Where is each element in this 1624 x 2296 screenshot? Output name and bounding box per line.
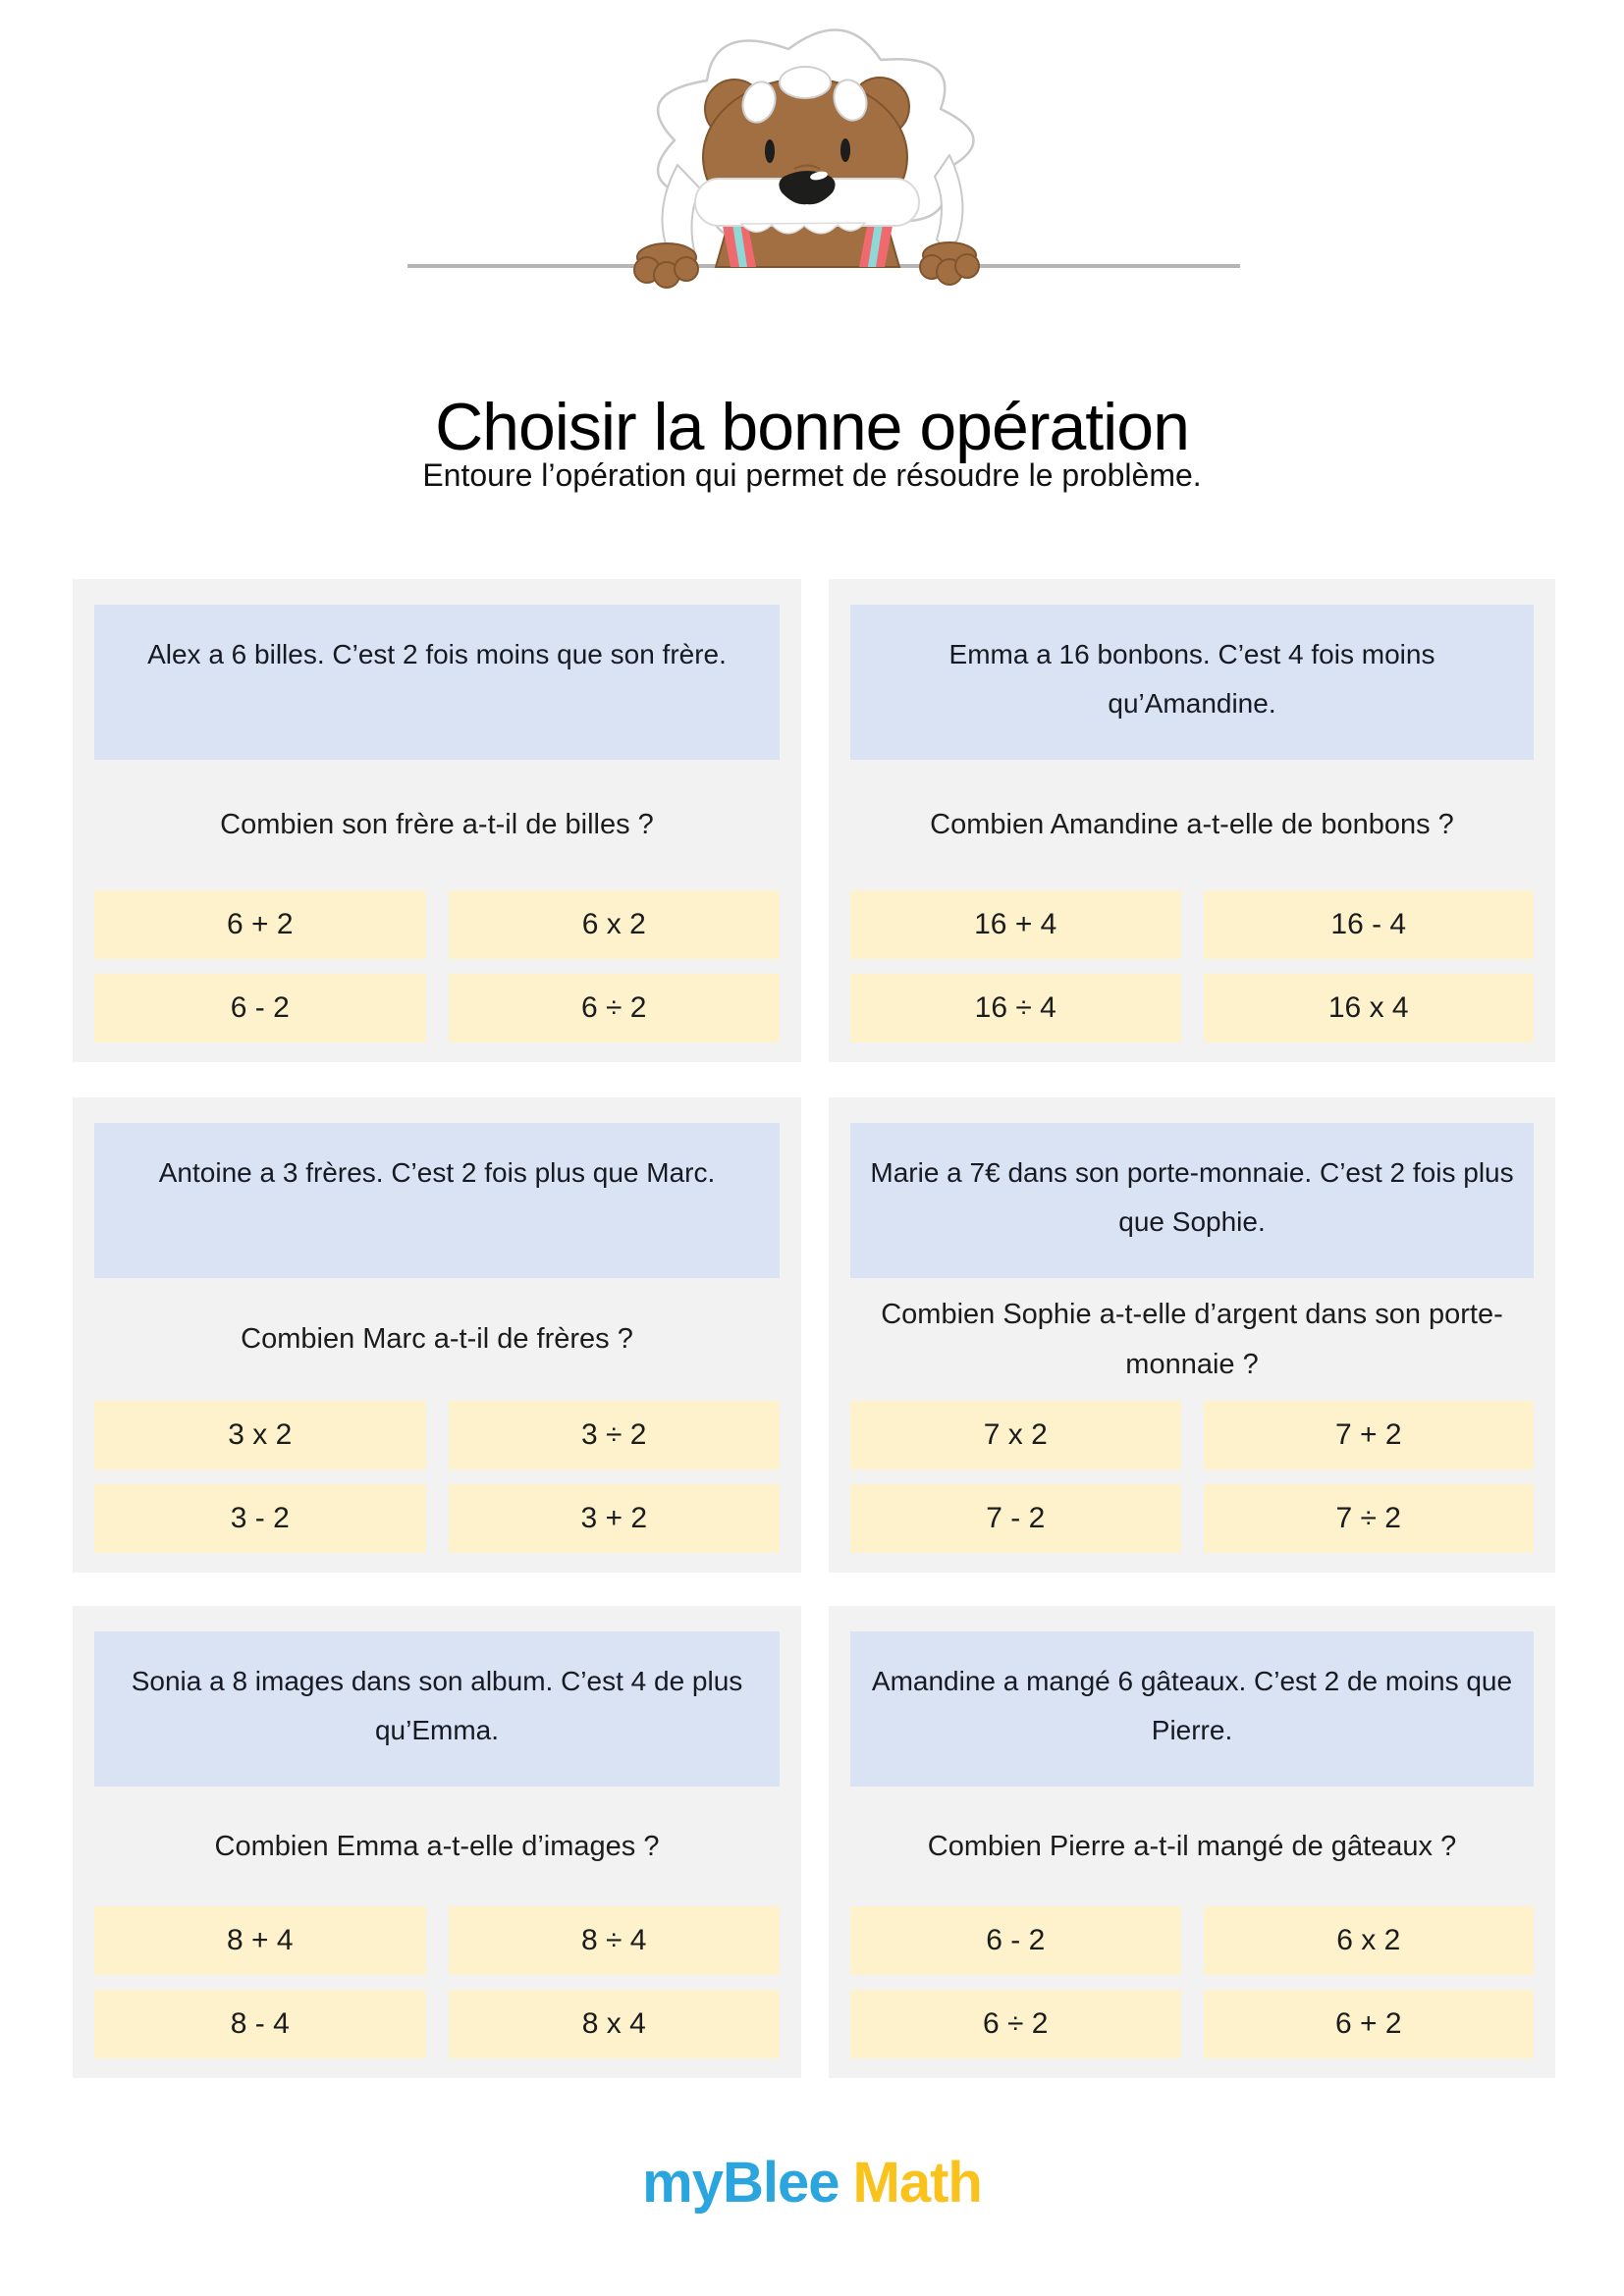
mascot-icon xyxy=(604,8,1020,304)
option-button[interactable]: 3 ÷ 2 xyxy=(449,1401,781,1469)
options-grid xyxy=(94,890,780,1042)
page-title: Choisir la bonne opération xyxy=(435,389,1189,464)
option-button[interactable]: 6 x 2 xyxy=(449,890,781,959)
option-button[interactable]: 16 x 4 xyxy=(1204,974,1535,1042)
problem-card-1 xyxy=(73,579,801,1062)
option-button[interactable]: 8 - 4 xyxy=(94,1990,426,2058)
option-button[interactable]: 8 + 4 xyxy=(94,1906,426,1975)
options-grid xyxy=(850,1401,1534,1553)
logo-part-math: Math xyxy=(852,2151,982,2215)
option-button[interactable]: 3 - 2 xyxy=(94,1484,426,1553)
option-button[interactable]: 7 ÷ 2 xyxy=(1204,1484,1535,1553)
problem-question: Combien son frère a-t-il de billes ? xyxy=(220,809,654,841)
problem-card-5 xyxy=(73,1606,801,2078)
options-grid xyxy=(850,890,1534,1042)
option-button[interactable]: 7 + 2 xyxy=(1204,1401,1535,1469)
option-button[interactable]: 16 + 4 xyxy=(850,890,1181,959)
option-button[interactable]: 8 ÷ 4 xyxy=(449,1906,781,1975)
options-grid xyxy=(94,1401,780,1553)
problem-question: Combien Marc a-t-il de frères ? xyxy=(241,1323,633,1356)
problem-card-2 xyxy=(829,579,1555,1062)
option-button[interactable]: 16 - 4 xyxy=(1204,890,1535,959)
option-button[interactable]: 6 - 2 xyxy=(94,974,426,1042)
problem-statement: Sonia a 8 images dans son album. C’est 4 de plus qu’Emma. xyxy=(94,1631,780,1787)
logo-part-blee: Blee xyxy=(722,2151,839,2215)
option-button[interactable]: 6 + 2 xyxy=(94,890,426,959)
option-button[interactable]: 3 + 2 xyxy=(449,1484,781,1553)
problem-question: Combien Emma a-t-elle d’images ? xyxy=(214,1830,660,1862)
myblee-math-logo xyxy=(0,2150,1624,2216)
problem-question: Combien Amandine a-t-elle de bonbons ? xyxy=(930,809,1454,841)
problem-question: Combien Sophie a-t-elle d’argent dans son porte-monnaie ? xyxy=(881,1298,1503,1380)
problem-card-3 xyxy=(73,1097,801,1573)
problem-card-4 xyxy=(829,1097,1555,1573)
problem-statement: Antoine a 3 frères. C’est 2 fois plus que Marc. xyxy=(94,1123,780,1278)
option-button[interactable]: 3 x 2 xyxy=(94,1401,426,1469)
option-button[interactable]: 6 + 2 xyxy=(1204,1990,1535,2058)
problem-statement: Marie a 7€ dans son porte-monnaie. C’est 2 fois plus que Sophie. xyxy=(850,1123,1534,1278)
option-button[interactable]: 6 ÷ 2 xyxy=(449,974,781,1042)
options-grid xyxy=(94,1906,780,2058)
option-button[interactable]: 7 x 2 xyxy=(850,1401,1181,1469)
logo-part-my: my xyxy=(642,2151,723,2215)
options-grid xyxy=(850,1906,1534,2058)
problem-card-6 xyxy=(829,1606,1555,2078)
option-button[interactable]: 6 - 2 xyxy=(850,1906,1181,1975)
problem-statement: Alex a 6 billes. C’est 2 fois moins que son frère. xyxy=(94,605,780,760)
option-button[interactable]: 6 x 2 xyxy=(1204,1906,1535,1975)
problem-question: Combien Pierre a-t-il mangé de gâteaux ? xyxy=(927,1830,1457,1862)
option-button[interactable]: 16 ÷ 4 xyxy=(850,974,1181,1042)
problem-statement: Amandine a mangé 6 gâteaux. C’est 2 de moins que Pierre. xyxy=(850,1631,1534,1787)
option-button[interactable]: 6 ÷ 2 xyxy=(850,1990,1181,2058)
option-button[interactable]: 8 x 4 xyxy=(449,1990,781,2058)
page-subtitle: Entoure l’opération qui permet de résoudre le problème. xyxy=(422,457,1202,493)
option-button[interactable]: 7 - 2 xyxy=(850,1484,1181,1553)
problem-statement: Emma a 16 bonbons. C’est 4 fois moins qu’Amandine. xyxy=(850,605,1534,760)
